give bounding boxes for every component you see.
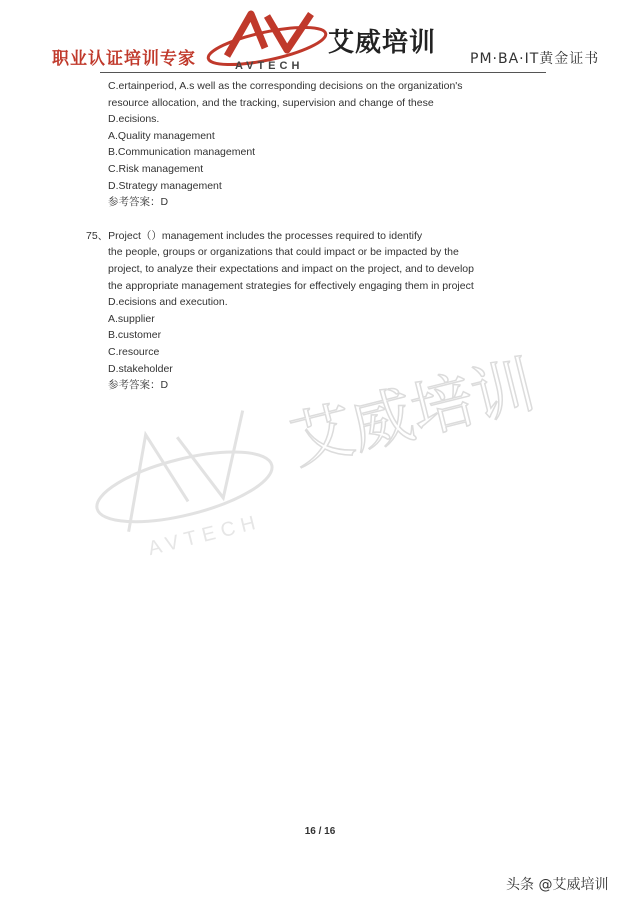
page-number: 16 / 16 (304, 826, 336, 837)
question-stem-line: C.ertainperiod, A.s well as the corresponding decisions on the organization's (108, 80, 463, 92)
question-stem-line: 75、Project（）management includes the processes required to identify (86, 229, 423, 242)
avtech-logo (205, 8, 340, 72)
question-stem-line: D.ecisions and execution. (108, 296, 228, 309)
option-c: C.Risk management (108, 162, 204, 175)
question-stem-line: project, to analyze their expectations and impact on the project, and to develop (108, 262, 474, 275)
question-74 (108, 78, 528, 211)
option-c: C.resource (108, 345, 160, 358)
page-header (0, 0, 640, 76)
option-b: B.Communication management (108, 146, 256, 159)
header-slogan-left: 职业认证培训专家 (52, 49, 196, 69)
option-d: D.stakeholder (108, 362, 173, 375)
option-a: A.supplier (108, 312, 155, 325)
question-stem-line: the appropriate management strategies for effectively engaging them in project (108, 279, 474, 292)
question-75 (86, 228, 528, 394)
svg-text:艾威培训: 艾威培训 (283, 347, 542, 479)
answer-reference: 参考答案：D (108, 196, 169, 209)
option-d: D.Strategy management (108, 179, 222, 192)
logo-text: AVTECH (235, 60, 304, 72)
header-slogan-right: PM·BA·IT黄金证书 (470, 51, 600, 67)
brand-name: 艾威培训 (328, 28, 437, 58)
question-content (86, 78, 528, 394)
question-stem-line: the people, groups or organizations that could impact or be impacted by the (108, 246, 459, 259)
question-stem-line: D.ecisions. (108, 113, 160, 126)
option-b: B.customer (108, 329, 162, 342)
source-credit[interactable]: 头条 @艾威培训 (506, 877, 609, 893)
option-a: A.Quality management (108, 129, 215, 142)
svg-text:AVTECH: AVTECH (145, 510, 264, 561)
question-stem-line: resource allocation, and the tracking, supervision and change of these (108, 96, 434, 109)
answer-reference: 参考答案：D (108, 379, 169, 392)
header-divider (100, 72, 546, 73)
